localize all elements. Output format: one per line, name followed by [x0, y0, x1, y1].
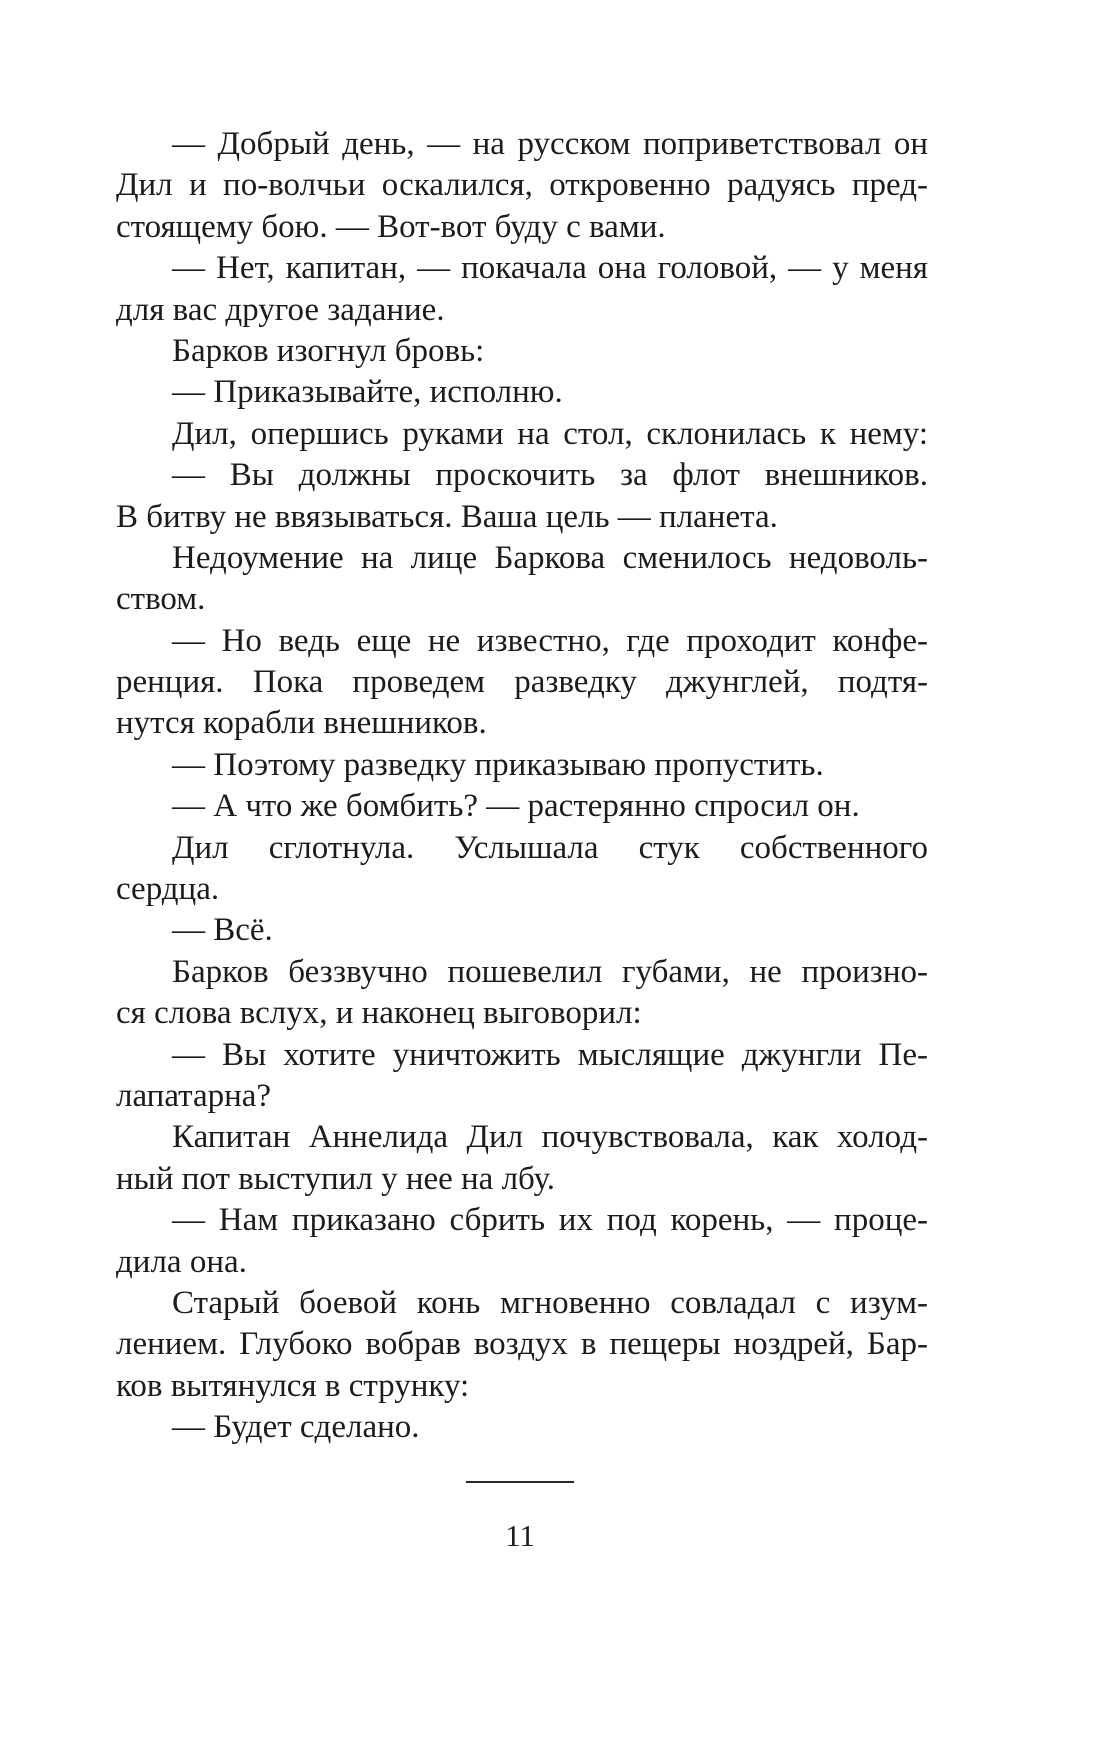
text-line: стоящему бою. — Вот-вот буду с вами.	[116, 208, 666, 245]
text-line: — Вы хотите уничтожить мыслящие джунгли Пе-	[172, 1036, 928, 1073]
text-line: — Но ведь еще не известно, где проходит конфе-	[172, 622, 928, 659]
text-line: — Нам приказано сбрить их под корень, — проце-	[172, 1202, 928, 1239]
text-line: — Поэтому разведку приказываю пропустить.	[172, 746, 824, 783]
text-line: Старый боевой конь мгновенно совладал с изум-	[172, 1284, 928, 1321]
text-line: — А что же бомбить? — растерянно спросил он.	[172, 788, 860, 825]
text-line: Дил, опершись руками на стол, склонилась к нему:	[172, 415, 928, 452]
text-line: ством.	[116, 581, 206, 618]
text-line: Дил и по-волчьи оскалился, откровенно радуясь пред-	[116, 167, 928, 204]
text-line: ренция. Пока проведем разведку джунглей, подтя-	[116, 664, 928, 701]
text-line: ков вытянулся в струнку:	[116, 1367, 470, 1404]
text-line: для вас другое задание.	[116, 291, 445, 328]
text-line: дила она.	[116, 1243, 247, 1280]
text-line: — Будет сделано.	[172, 1409, 420, 1446]
text-line: — Добрый день, — на русском поприветствовал он	[172, 126, 928, 162]
text-line: Недоумение на лице Баркова сменилось недоволь-	[172, 539, 928, 576]
text-line: — Всё.	[172, 912, 273, 949]
text-line: нутся корабли внешников.	[116, 705, 487, 742]
text-line: — Нет, капитан, — покачала она головой, — у меня	[172, 250, 928, 287]
text-line: — Приказывайте, исполню.	[172, 374, 563, 411]
page-number: 11	[505, 1518, 535, 1553]
text-line: — Вы должны проскочить за флот внешников.	[172, 457, 928, 494]
text-line: ся слова вслух, и наконец выговорил:	[116, 995, 642, 1032]
text-line: В битву не ввязываться. Ваша цель — планета.	[116, 498, 778, 535]
text-line: Барков изогнул бровь:	[172, 332, 485, 369]
text-line: Дил сглотнула. Услышала стук собственного	[172, 829, 928, 866]
text-line: сердца.	[116, 871, 220, 908]
body-text	[116, 124, 928, 1449]
text-line: лением. Глубоко вобрав воздух в пещеры ноздрей, Бар-	[116, 1326, 928, 1363]
footer-divider	[466, 1481, 574, 1483]
text-line: лапатарна?	[116, 1077, 272, 1114]
text-line: ный пот выступил у нее на лбу.	[116, 1160, 556, 1197]
text-line: Капитан Аннелида Дил почувствовала, как холод-	[172, 1119, 928, 1156]
text-line: Барков беззвучно пошевелил губами, не произно-	[172, 953, 928, 990]
